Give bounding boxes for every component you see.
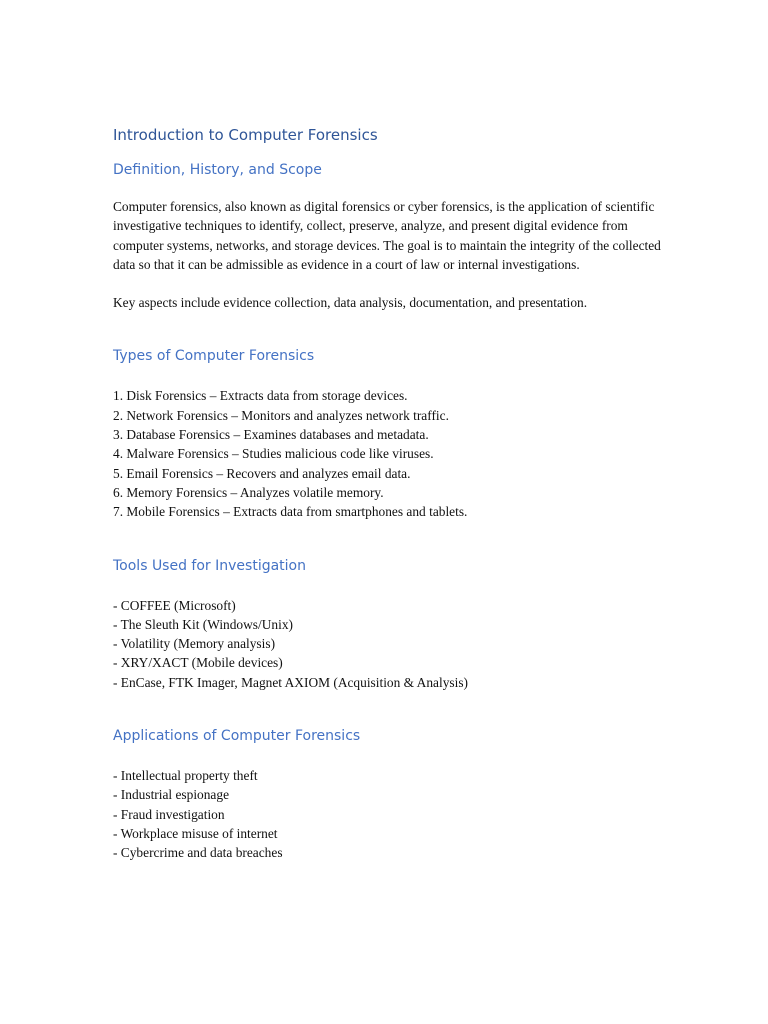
list-item: 4. Malware Forensics – Studies malicious code like viruses. xyxy=(113,446,434,462)
list-item: 1. Disk Forensics – Extracts data from storage devices. xyxy=(113,388,408,404)
list-item: - Industrial espionage xyxy=(113,787,230,803)
document-title: Introduction to Computer Forensics xyxy=(113,126,378,144)
list-item: - COFFEE (Microsoft) xyxy=(113,597,236,613)
list-item: - The Sleuth Kit (Windows/Unix) xyxy=(113,616,293,632)
list-item: - Cybercrime and data breaches xyxy=(113,845,283,861)
list-item: 7. Mobile Forensics – Extracts data from smartphones and tablets. xyxy=(113,504,468,520)
section-heading-tools: Tools Used for Investigation xyxy=(113,557,306,574)
list-item: - Workplace misuse of internet xyxy=(113,825,278,841)
section-heading-types: Types of Computer Forensics xyxy=(113,348,315,365)
section-heading-definition: Definition, History, and Scope xyxy=(113,162,322,178)
key-aspects-paragraph: Key aspects include evidence collection, data analysis, documentation, and presentation. xyxy=(113,295,588,311)
list-item: 5. Email Forensics – Recovers and analyzes email data. xyxy=(113,465,411,481)
list-item: - EnCase, FTK Imager, Magnet AXIOM (Acquisition & Analysis) xyxy=(113,674,469,690)
tools-list xyxy=(113,596,673,692)
list-item: 2. Network Forensics – Monitors and analyzes network traffic. xyxy=(113,407,449,423)
list-item: - Intellectual property theft xyxy=(113,768,258,784)
applications-list xyxy=(113,766,673,862)
list-item: - Volatility (Memory analysis) xyxy=(113,636,276,652)
list-item: - XRY/XACT (Mobile devices) xyxy=(113,655,283,671)
list-item: - Fraud investigation xyxy=(113,806,225,822)
document-page xyxy=(113,124,673,863)
section-heading-applications: Applications of Computer Forensics xyxy=(113,728,361,745)
list-item: 3. Database Forensics – Examines databases and metadata. xyxy=(113,427,429,443)
list-item: 6. Memory Forensics – Analyzes volatile memory. xyxy=(113,484,384,500)
types-list xyxy=(113,386,673,521)
definition-paragraph: Computer forensics, also known as digital forensics or cyber forensics, is the application of scientific investigative techniques to identify, collect, preserve, analyze, and present digital evidence from computer systems, networks, and storage devices. The goal is to maintain the integrity of the collected data so that it can be admissible as evidence in a court of law or internal investigations. xyxy=(113,199,661,272)
